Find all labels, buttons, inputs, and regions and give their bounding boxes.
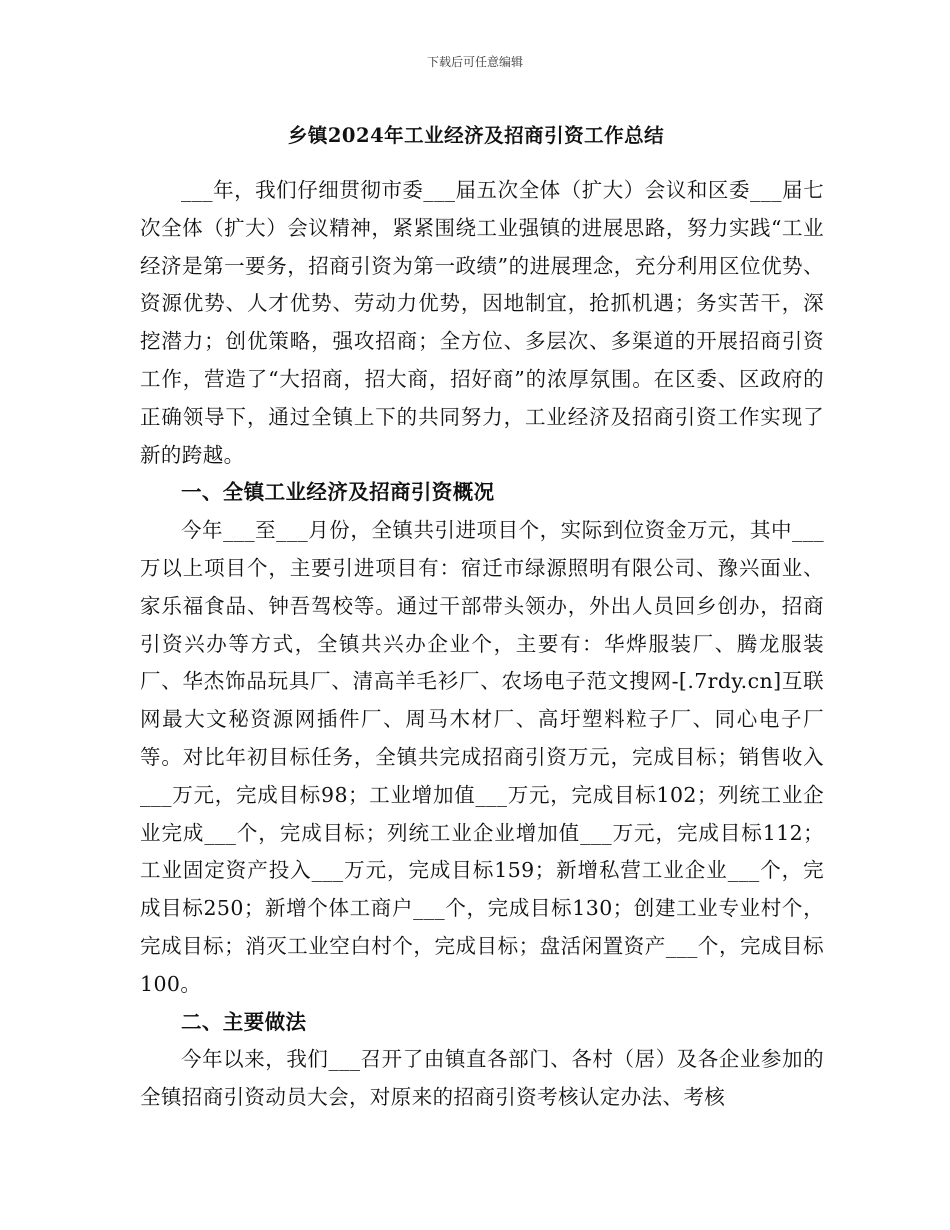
document-title: 乡镇2024年工业经济及招商引资工作总结	[287, 124, 665, 147]
section-2-heading: 二、主要做法	[181, 1009, 307, 1034]
document-body	[140, 172, 824, 1117]
section-1-paragraph: 今年___至___月份，全镇共引进项目个，实际到位资金万元，其中___万以上项目个，主要引进项目有：宿迁市绿源照明有限公司、豫兴面业、家乐福食品、钟吾驾校等。通过干部带头领办，外出人员回乡创办，招商引资兴办等方式，全镇共兴办企业个，主要有：华烨服装厂、腾龙服装厂、华杰饰品玩具厂、清高羊毛衫厂、农场电子范文搜网-[.7rdy.cn]互联网最大文秘资源网插件厂、周马木材厂、高圩塑料粒子厂、同心电子厂等。对比年初目标任务，全镇共完成招商引资万元，完成目标；销售收入___万元，完成目标98；工业增加值___万元，完成目标102；列统工业企业完成___个，完成目标；列统工业企业增加值___万元，完成目标112；工业固定资产投入___万元，完成目标159；新增私营工业企业___个，完成目标250；新增个体工商户___个，完成目标130；创建工业专业村个，完成目标；消灭工业空白村个，完成目标；盘活闲置资产___个，完成目标100。	[140, 518, 824, 996]
intro-paragraph: ___年，我们仔细贯彻市委___届五次全体（扩大）会议和区委___届七次全体（扩大）会议精神，紧紧围绕工业强镇的进展思路，努力实践“工业经济是第一要务，招商引资为第一政绩”的进展理念，充分利用区位优势、资源优势、人才优势、劳动力优势，因地制宜，抢抓机遇；务实苦干，深挖潜力；创优策略，强攻招商；全方位、多层次、多渠道的开展招商引资工作，营造了“大招商，招大商，招好商”的浓厚氛围。在区委、区政府的正确领导下，通过全镇上下的共同努力，工业经济及招商引资工作实现了新的跨越。	[140, 178, 824, 467]
section-1-heading: 一、全镇工业经济及招商引资概况	[181, 480, 495, 505]
section-2-paragraph: 今年以来，我们___召开了由镇直各部门、各村（居）及各企业参加的全镇招商引资动员大会，对原来的招商引资考核认定办法、考核	[140, 1047, 824, 1110]
page-header-note: 下载后可任意编辑	[426, 55, 523, 69]
